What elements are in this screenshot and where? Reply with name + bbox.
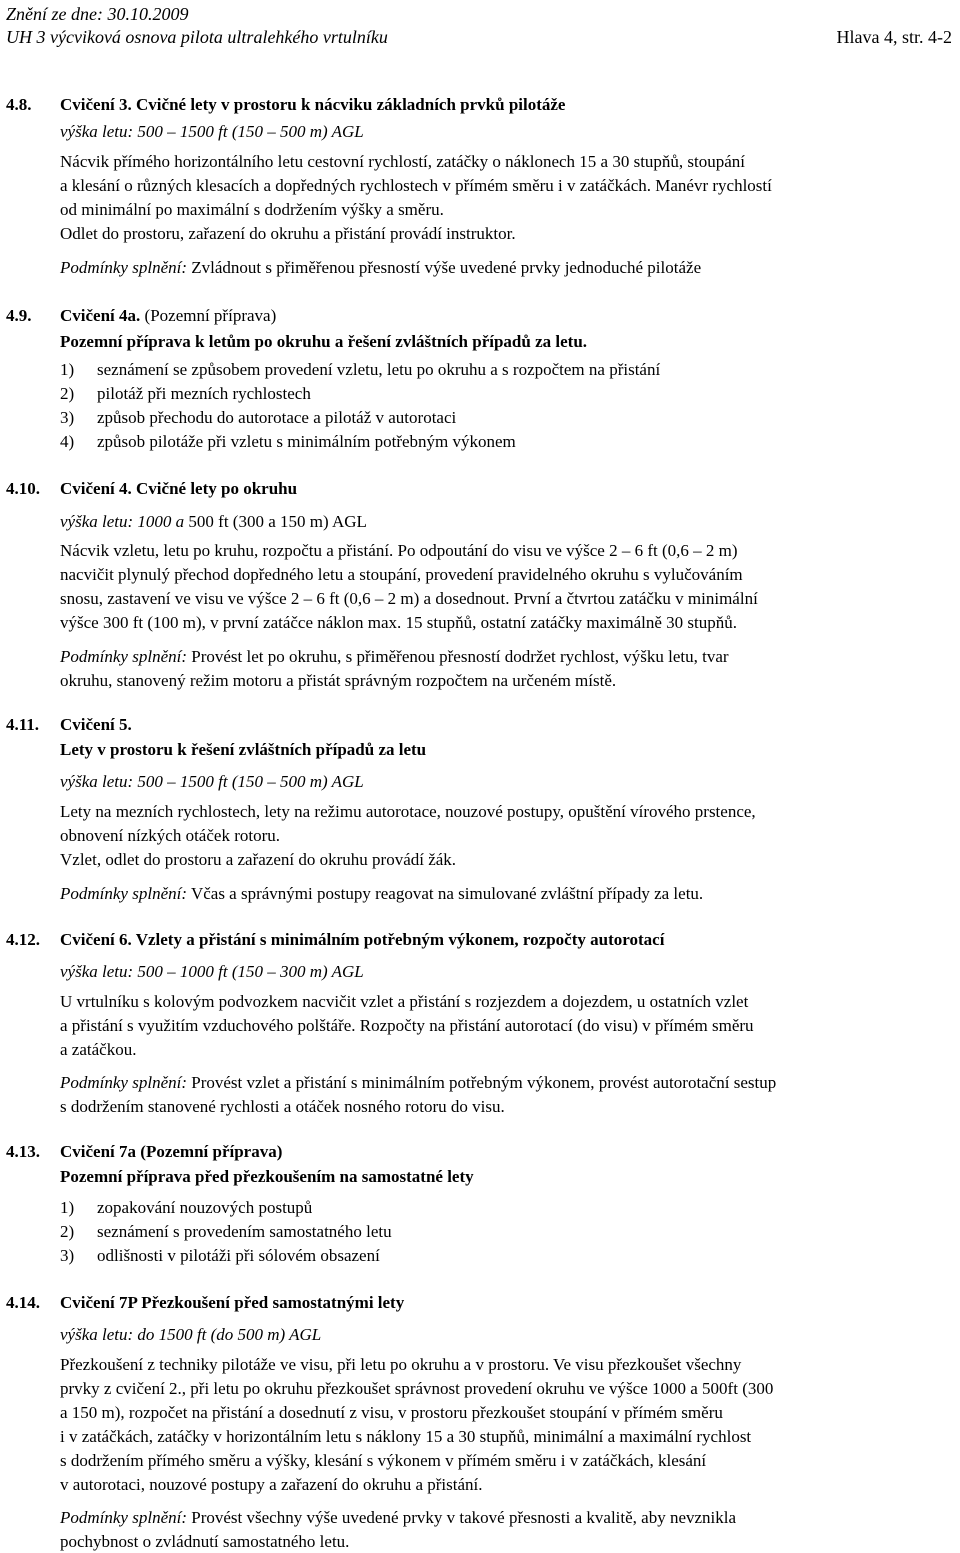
list-item-text: odlišnosti v pilotáži při sólovém obsazení [97, 1246, 380, 1265]
section-4-14-altitude: výška letu: do 1500 ft (do 500 m) AGL [60, 1325, 322, 1344]
section-4-12-altitude: výška letu: 500 – 1000 ft (150 – 300 m) AGL [60, 962, 364, 981]
list-item-text: pilotáž při mezních rychlostech [97, 384, 311, 403]
section-4-10-body-4: výšce 300 ft (100 m), v první zatáčce náklon max. 15 stupňů, ostatní zatáčky maximálně 30 stupňů. [60, 613, 737, 632]
conditions-label: Podmínky splnění: [60, 1508, 187, 1527]
header-page-ref: Hlava 4, str. 4-2 [836, 27, 952, 47]
conditions-text: Provést let po okruhu, s přiměřenou přesností dodržet rychlost, výšku letu, tvar [191, 647, 729, 666]
section-4-8-heading-rest: Cvičné lety v prostoru k nácviku základních prvků pilotáže [136, 95, 566, 114]
section-4-14-body-3: a 150 m), rozpočet na přistání a dosednutí z visu, v prostoru přezkoušet stoupání v přímém směru [60, 1403, 723, 1422]
section-4-10-conditions [60, 647, 729, 667]
list-item [60, 1246, 74, 1266]
conditions-text: Provést vzlet a přistání s minimálním potřebným výkonem, provést autorotační sestup [191, 1073, 777, 1092]
section-4-8-body-4: Odlet do prostoru, zařazení do okruhu a přistání provádí instruktor. [60, 224, 516, 243]
section-4-10-body-1: Nácvik vzletu, letu po kruhu, rozpočtu a přistání. Po odpoutání do visu ve výšce 2 – 6 ft (0,6 – 2 m) [60, 541, 738, 560]
section-4-9-heading-rest: (Pozemní příprava) [144, 306, 277, 325]
list-item [60, 408, 74, 428]
section-4-10-altitude [60, 512, 367, 532]
section-4-8-body-1: Nácvik přímého horizontálního letu cestovní rychlostí, zatáčky o náklonech 15 a 30 stupňů, stoupání [60, 152, 746, 171]
section-4-10-conditions-2: okruhu, stanovený režim motoru a přistát správným rozpočtem na určeném místě. [60, 671, 617, 690]
section-4-11-body-3: Vzlet, odlet do prostoru a zařazení do okruhu provádí žák. [60, 850, 457, 869]
section-4-10-heading: Cvičení 4. Cvičné lety po okruhu [60, 479, 298, 498]
section-4-8-body-2: a klesání o různých klesacích a dopředných rychlostech v přímém směru i v zatáčkách. Manévr rychlostí [60, 176, 772, 195]
section-4-11-heading: Cvičení 5. [60, 715, 132, 734]
section-4-10-body-2: nacvičit plynulý přechod dopředného letu a stoupání, provedení pravidelného okruhu s vylučováním [60, 565, 743, 584]
list-item [60, 384, 74, 404]
section-4-8-number: 4.8. [6, 95, 32, 114]
section-4-14-conditions [60, 1508, 736, 1528]
section-4-11-conditions [60, 884, 703, 904]
altitude-rest: 500 ft (300 a 150 m) AGL [188, 512, 367, 531]
conditions-label: Podmínky splnění: [60, 647, 187, 666]
section-4-12-conditions-2: s dodržením stanovené rychlosti a otáček nosného rotoru do visu. [60, 1097, 505, 1116]
list-item [60, 432, 74, 452]
section-4-10-body-3: snosu, zastavení ve visu ve výšce 2 – 6 ft (0,6 – 2 m) a dosednout. První a čtvrtou zatáčku v minimální [60, 589, 758, 608]
section-4-12-body-3: a zatáčkou. [60, 1040, 137, 1059]
section-4-11-subheading: Lety v prostoru k řešení zvláštních případů za letu [60, 740, 427, 759]
section-4-13-number: 4.13. [6, 1142, 40, 1161]
section-4-9-subheading: Pozemní příprava k letům po okruhu a řešení zvláštních případů za letu. [60, 332, 588, 351]
section-4-14-body-4: i v zatáčkách, zatáčky v horizontálním letu s náklony 15 a 30 stupňů, minimální a maximální rychlost [60, 1427, 752, 1446]
section-4-14-number: 4.14. [6, 1293, 40, 1312]
section-4-12-body-1: U vrtulníku s kolovým podvozkem nacvičit vzlet a přistání s rozjezdem a dojezdem, u ostatních vzlet [60, 992, 749, 1011]
section-4-14-body-2: prvky z cvičení 2., při letu po okruhu přezkoušet správnost provedení okruhu ve výšce 1000 a 500ft (300 [60, 1379, 774, 1398]
list-number: 1) [60, 1198, 75, 1217]
list-item [60, 1198, 74, 1218]
section-4-9-heading-bold: Cvičení 4a. [60, 306, 141, 325]
section-4-13-heading-rest: (Pozemní příprava) [140, 1142, 283, 1161]
header-title: UH 3 výcviková osnova pilota ultralehkého vrtulníku [6, 27, 388, 47]
list-item [60, 360, 74, 380]
conditions-label: Podmínky splnění: [60, 258, 187, 277]
list-item-text: způsob přechodu do autorotace a pilotáž v autorotaci [97, 408, 457, 427]
conditions-text: Zvládnout s přiměřenou přesností výše uvedené prvky jednoduché pilotáže [191, 258, 702, 277]
section-4-9-number: 4.9. [6, 306, 32, 325]
section-4-14-body-1: Přezkoušení z techniky pilotáže ve visu, při letu po okruhu a v prostoru. Ve visu přezkoušet všechny [60, 1355, 742, 1374]
section-4-13-subheading: Pozemní příprava před přezkoušením na samostatné lety [60, 1167, 474, 1186]
list-item [60, 1222, 74, 1242]
list-number: 4) [60, 432, 75, 451]
section-4-8-altitude: výška letu: 500 – 1500 ft (150 – 500 m) AGL [60, 122, 364, 141]
list-number: 1) [60, 360, 75, 379]
section-4-8-conditions [60, 258, 701, 278]
conditions-text: Provést všechny výše uvedené prvky v takové přesnosti a kvalitě, aby nevznikla [191, 1508, 737, 1527]
list-number: 3) [60, 408, 75, 427]
section-4-14-body-6: v autorotaci, nouzové postupy a zařazení do okruhu a přistání. [60, 1475, 483, 1494]
section-4-11-number: 4.11. [6, 715, 40, 734]
list-number: 2) [60, 384, 75, 403]
list-item-text: seznámení se způsobem provedení vzletu, letu po okruhu a s rozpočtem na přistání [97, 360, 661, 379]
section-4-12-body-2: a přistání s využitím vzduchového polštáře. Rozpočty na přistání autorotací (do visu) v přímém směru [60, 1016, 754, 1035]
section-4-13-heading [60, 1142, 282, 1162]
section-4-13-heading-bold: Cvičení 7a [60, 1142, 137, 1161]
section-4-9-heading [60, 306, 276, 326]
section-4-14-body-5: s dodržením přímého směru a výšky, klesání s výkonem v přímém směru i v zatáčkách, klesání [60, 1451, 707, 1470]
list-number: 3) [60, 1246, 75, 1265]
conditions-text: Včas a správnými postupy reagovat na simulované zvláštní případy za letu. [190, 884, 704, 903]
list-item-text: způsob pilotáže při vzletu s minimálním potřebným výkonem [97, 432, 516, 451]
header-date: Znění ze dne: 30.10.2009 [6, 4, 189, 24]
section-4-12-number: 4.12. [6, 930, 40, 949]
conditions-label: Podmínky splnění: [60, 1073, 187, 1092]
section-4-14-heading: Cvičení 7P Přezkoušení před samostatnými lety [60, 1293, 405, 1312]
section-4-14-conditions-2: pochybnost o zvládnutí samostatného letu. [60, 1532, 350, 1551]
section-4-8-heading [60, 95, 565, 115]
altitude-italic: výška letu: 1000 a [60, 512, 185, 531]
list-item-text: zopakování nouzových postupů [97, 1198, 313, 1217]
list-number: 2) [60, 1222, 75, 1241]
section-4-12-conditions [60, 1073, 776, 1093]
conditions-label: Podmínky splnění: [60, 884, 187, 903]
section-4-11-body-2: obnovení nízkých otáček rotoru. [60, 826, 280, 845]
section-4-8-body-3: od minimální po maximální s dodržením výšky a směru. [60, 200, 444, 219]
section-4-8-heading-prefix: Cvičení 3. [60, 95, 132, 114]
section-4-11-body-1: Lety na mezních rychlostech, lety na režimu autorotace, nouzové postupy, opuštění vírového prstence, [60, 802, 756, 821]
list-item-text: seznámení s provedením samostatného letu [97, 1222, 392, 1241]
section-4-11-altitude: výška letu: 500 – 1500 ft (150 – 500 m) AGL [60, 772, 364, 791]
section-4-10-number: 4.10. [6, 479, 40, 498]
section-4-12-heading: Cvičení 6. Vzlety a přistání s minimálním potřebným výkonem, rozpočty autorotací [60, 930, 665, 949]
